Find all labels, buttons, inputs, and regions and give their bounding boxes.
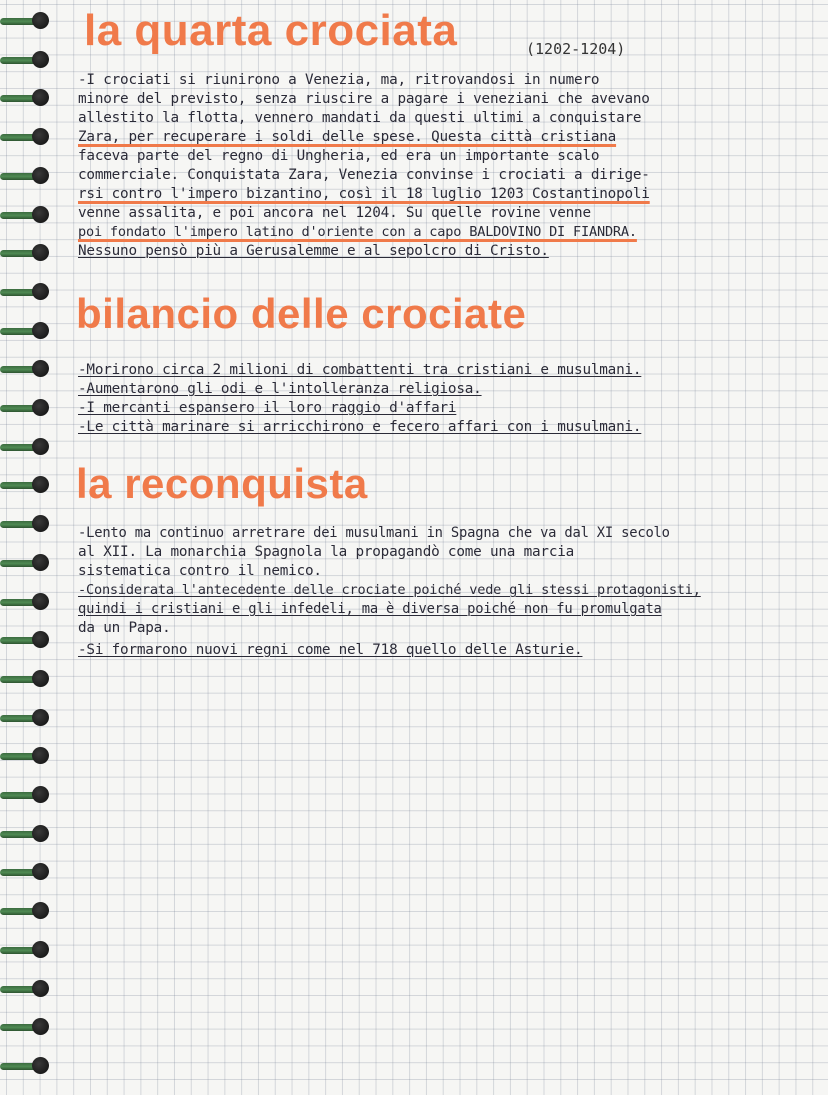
spiral-binding <box>0 0 60 1095</box>
punch-hole <box>32 1018 49 1035</box>
text-line: faceva parte del regno di Ungheria, ed era un importante scalo <box>78 148 600 164</box>
spiral-coil <box>0 1055 52 1077</box>
punch-hole <box>32 786 49 803</box>
spiral-coil <box>0 126 52 148</box>
punch-hole <box>32 941 49 958</box>
section-title-quarta-crociata: la quarta crociata <box>84 6 458 55</box>
spiral-coil <box>0 474 52 496</box>
punch-hole <box>32 515 49 532</box>
text-line: da un Papa. <box>78 620 171 636</box>
text-line: al XII. La monarchia Spagnola la propagandò come una marcia <box>78 544 575 560</box>
spiral-coil <box>0 823 52 845</box>
section-title-reconquista: la reconquista <box>76 460 368 507</box>
punch-hole <box>32 399 49 416</box>
punch-hole <box>32 283 49 300</box>
punch-hole <box>32 670 49 687</box>
punch-hole <box>32 360 49 377</box>
punch-hole <box>32 747 49 764</box>
punch-hole <box>32 128 49 145</box>
punch-hole <box>32 51 49 68</box>
section-date-range: (1202-1204) <box>526 40 626 58</box>
punch-hole <box>32 438 49 455</box>
punch-hole <box>32 322 49 339</box>
punch-hole <box>32 206 49 223</box>
spiral-coil <box>0 49 52 71</box>
text-line: commerciale. Conquistata Zara, Venezia convinse i crociati a dirige- <box>78 167 650 183</box>
spiral-coil <box>0 320 52 342</box>
list-item: -Le città marinare si arricchirono e fecero affari con i musulmani. <box>78 419 642 435</box>
spiral-coil <box>0 358 52 380</box>
spiral-coil <box>0 397 52 419</box>
spiral-coil <box>0 513 52 535</box>
punch-hole <box>32 167 49 184</box>
punch-hole <box>32 12 49 29</box>
spiral-coil <box>0 707 52 729</box>
list-item: -Si formarono nuovi regni come nel 718 quello delle Asturie. <box>78 642 583 658</box>
punch-hole <box>32 863 49 880</box>
spiral-coil <box>0 978 52 1000</box>
list-item: -Morirono circa 2 milioni di combattenti tra cristiani e musulmani. <box>78 362 642 378</box>
spiral-coil <box>0 165 52 187</box>
text-line-highlight-latino: poi fondato l'impero latino d'oriente con a capo BALDOVINO DI FIANDRA. <box>78 224 637 240</box>
spiral-coil <box>0 668 52 690</box>
spiral-coil <box>0 436 52 458</box>
spiral-coil <box>0 629 52 651</box>
text-line: -I crociati si riunirono a Venezia, ma, ritrovandosi in numero <box>78 72 600 88</box>
punch-hole <box>32 709 49 726</box>
punch-hole <box>32 593 49 610</box>
spiral-coil <box>0 900 52 922</box>
punch-hole <box>32 89 49 106</box>
spiral-coil <box>0 861 52 883</box>
text-line: venne assalita, e poi ancora nel 1204. Su quelle rovine venne <box>78 205 591 221</box>
punch-hole <box>32 631 49 648</box>
section-title-bilancio: bilancio delle crociate <box>76 290 527 337</box>
spiral-coil <box>0 87 52 109</box>
list-item: -Considerata l'antecedente delle crociate poiché vede gli stessi protagonisti, <box>78 582 701 598</box>
spiral-coil <box>0 591 52 613</box>
list-item: -Aumentarono gli odi e l'intolleranza religiosa. <box>78 381 482 397</box>
text-line: sistematica contro il nemico. <box>78 563 322 579</box>
spiral-coil <box>0 939 52 961</box>
punch-hole <box>32 980 49 997</box>
punch-hole <box>32 244 49 261</box>
punch-hole <box>32 825 49 842</box>
spiral-coil <box>0 784 52 806</box>
spiral-coil <box>0 552 52 574</box>
text-line-highlight-zara: Zara, per recuperare i soldi delle spese. Questa città cristiana <box>78 129 617 145</box>
punch-hole <box>32 476 49 493</box>
text-line: Nessuno pensò più a Gerusalemme e al sepolcro di Cristo. <box>78 243 549 259</box>
list-item: -Lento ma continuo arretrare dei musulmani in Spagna che va dal XI secolo <box>78 525 670 541</box>
punch-hole <box>32 1057 49 1074</box>
punch-hole <box>32 554 49 571</box>
spiral-coil <box>0 745 52 767</box>
text-line: quindi i cristiani e gli infedeli, ma è diversa poiché non fu promulgata <box>78 601 662 617</box>
punch-hole <box>32 902 49 919</box>
text-line: allestito la flotta, vennero mandati da questi ultimi a conquistare <box>78 110 642 126</box>
spiral-coil <box>0 242 52 264</box>
text-line: minore del previsto, senza riuscire a pagare i veneziani che avevano <box>78 91 650 107</box>
list-item: -I mercanti espansero il loro raggio d'affari <box>78 400 457 416</box>
spiral-coil <box>0 1016 52 1038</box>
spiral-coil <box>0 204 52 226</box>
spiral-coil <box>0 10 52 32</box>
spiral-coil <box>0 281 52 303</box>
text-line-highlight-bizantino: rsi contro l'impero bizantino, così il 18 luglio 1203 Costantinopoli <box>78 186 650 202</box>
